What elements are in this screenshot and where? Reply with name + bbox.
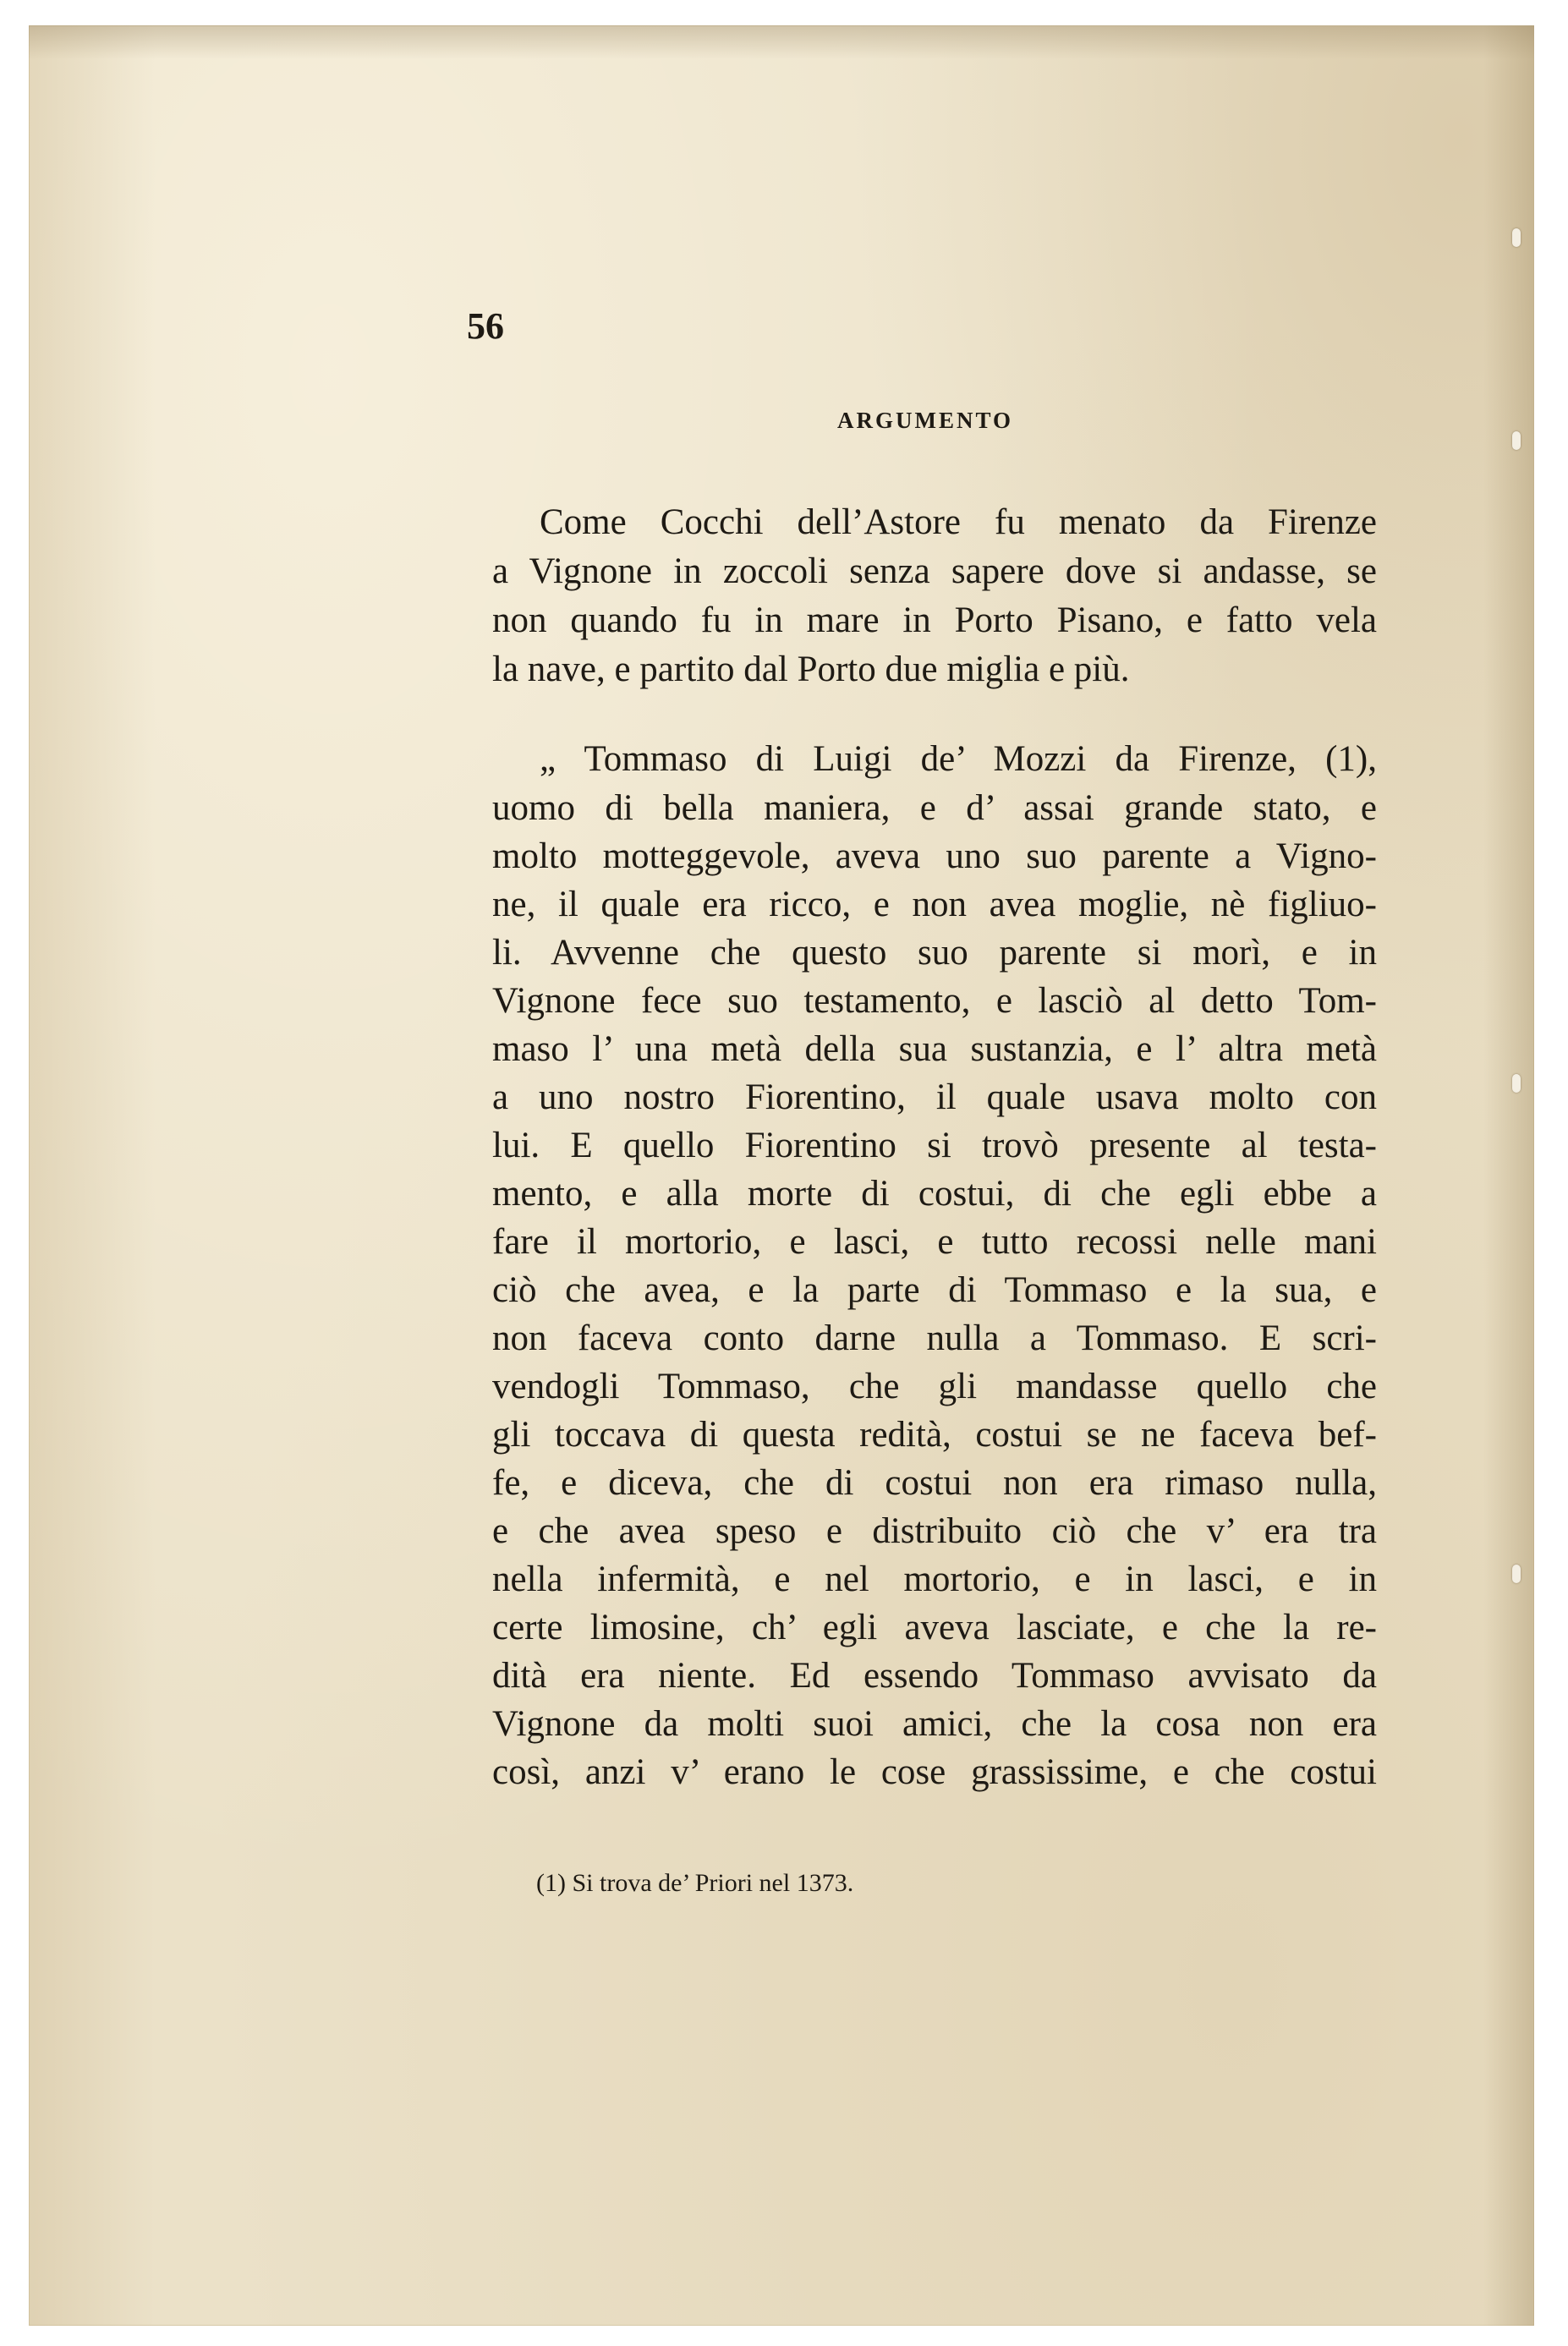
binding-hole (1512, 1074, 1521, 1093)
argument-line: Come Cocchi dell’Astore fu menato da Firenze (540, 502, 1377, 542)
section-heading: ARGUMENTO (836, 408, 1013, 433)
body-line: mento, e alla morte di costui, di che egli ebbe a (492, 1174, 1377, 1214)
binding-hole (1512, 431, 1521, 450)
body-line: ne, il quale era ricco, e non avea moglie, nè figliuo- (492, 885, 1377, 924)
footnote: (1) Si trova de’ Priori nel 1373. (536, 1869, 854, 1897)
page-edge-shadow-top (29, 25, 1534, 59)
body-line: Vignone da molti suoi amici, che la cosa non era (492, 1704, 1377, 1744)
body-line: maso l’ una metà della sua sustanzia, e l’ altra metà (492, 1029, 1377, 1069)
body-line: certe limosine, ch’ egli aveva lasciate, e che la re- (492, 1608, 1377, 1647)
body-line: nella infermità, e nel mortorio, e in lasci, e in (492, 1559, 1377, 1599)
body-line: e che avea speso e distribuito ciò che v’ era tra (492, 1511, 1377, 1551)
body-line: fare il mortorio, e lasci, e tutto recossi nelle mani (492, 1222, 1377, 1262)
body-line: lui. E quello Fiorentino si trovò presente al testa- (492, 1126, 1377, 1165)
body-line: non faceva conto darne nulla a Tommaso. E scri- (492, 1318, 1377, 1358)
argument-line: la nave, e partito dal Porto due miglia e più. (492, 650, 1130, 689)
page-edge-shadow-right (1483, 25, 1534, 2326)
body-line: così, anzi v’ erano le cose grassissime, e che costui (492, 1752, 1377, 1792)
body-line: li. Avvenne che questo suo parente si morì, e in (492, 933, 1377, 973)
argument-line: a Vignone in zoccoli senza sapere dove si andasse, se (492, 551, 1377, 591)
body-line: molto motteggevole, aveva uno suo parente a Vigno- (492, 836, 1377, 876)
body-line: Vignone fece suo testamento, e lasciò al detto Tom- (492, 981, 1377, 1021)
binding-hole (1512, 228, 1521, 247)
body-line: gli toccava di questa redità, costui se ne faceva bef- (492, 1415, 1377, 1455)
body-line: vendogli Tommaso, che gli mandasse quello che (492, 1367, 1377, 1406)
binding-hole (1512, 1565, 1521, 1583)
body-line: dità era niente. Ed essendo Tommaso avvisato da (492, 1656, 1377, 1696)
body-line: uomo di bella maniera, e d’ assai grande stato, e (492, 788, 1377, 828)
page-number: 56 (467, 305, 504, 347)
body-line: a uno nostro Fiorentino, il quale usava molto con (492, 1077, 1377, 1117)
body-line: ciò che avea, e la parte di Tommaso e la sua, e (492, 1270, 1377, 1310)
body-line: fe, e diceva, che di costui non era rimaso nulla, (492, 1463, 1377, 1503)
page-edge-shadow-left (29, 25, 156, 2326)
book-page (29, 25, 1534, 2326)
argument-line: non quando fu in mare in Porto Pisano, e fatto vela (492, 600, 1377, 640)
body-line: „ Tommaso di Luigi de’ Mozzi da Firenze, (1), (540, 739, 1377, 779)
